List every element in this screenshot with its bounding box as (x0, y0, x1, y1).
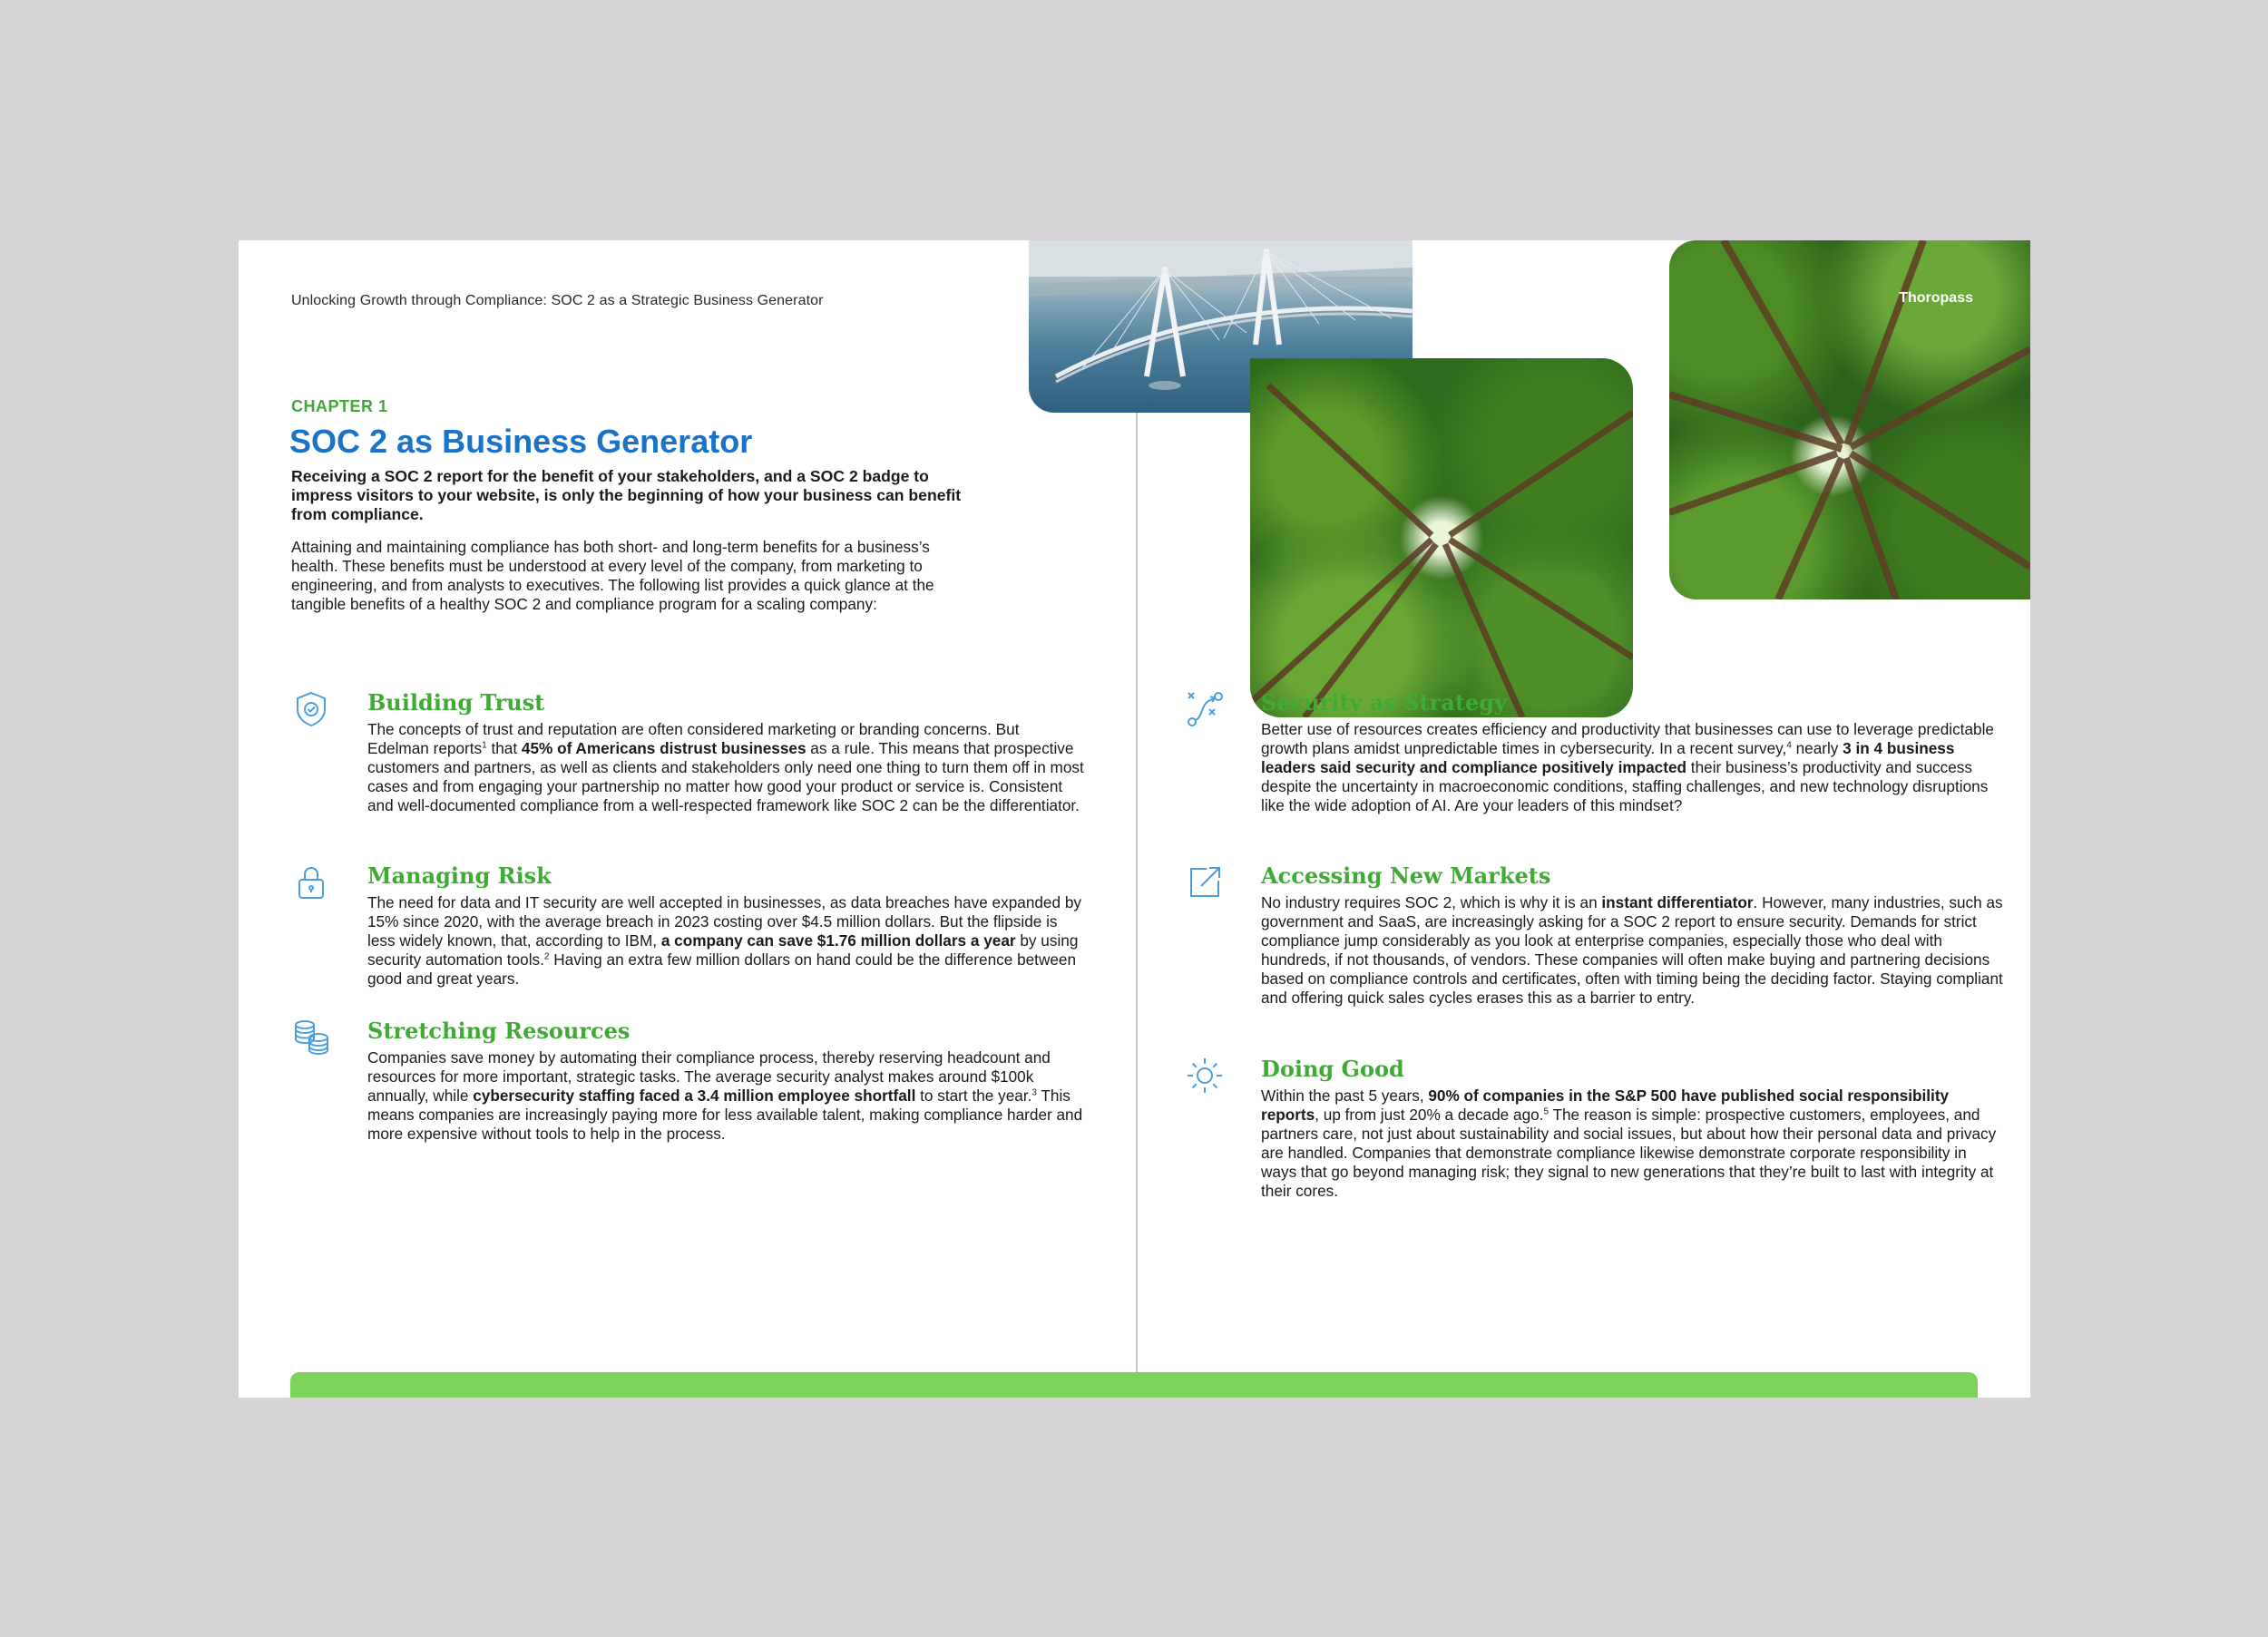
section-title: Managing Risk (367, 862, 552, 889)
coin-stack-icon (291, 1018, 331, 1057)
chapter-label: CHAPTER 1 (291, 397, 388, 415)
section-body: Companies save money by automating their compliance process, thereby reserving headcount and resources for more important, strategic tasks. The average security analyst makes around $100k annually, while cybersecurity staffing faced a 3.4 million employee shortfall to start the year.$^3$ This means companies are increasingly paying more for less available talent, making compliance harder and more expensive without tools to help in the process. (367, 1048, 1083, 1143)
section-title: Doing Good (1261, 1056, 1404, 1082)
section-body: The need for data and IT security are well accepted in businesses, as data breaches have expanded by 15% since 2020, with the average breach in 2023 costing over $4.5 million dollars. But the flipside is less widely known, that, according to IBM, a company can save $1.76 million dollars a year by using security automation tools.$^2$ Having an extra few million dollars on hand could be the difference between good and great years. (367, 893, 1081, 988)
forest-canopy-photo (1669, 240, 2030, 599)
strategy-play-icon (1185, 689, 1225, 729)
section-body: No industry requires SOC 2, which is why it is an instant differentiator. However, many industries, such as government and SaaS, are increasingly asking for a SOC 2 report to ensure security. Demands for strict compliance jump considerably as you look at enterprise companies, especially those who deal with hundreds, if not thousands, of vendors. These companies will often make buying and partnering decisions based on compliance controls and certificates, often with timing being the deciding factor. Staying compliant and offering quick sales cycles erases this as a barrier to entry. (1261, 893, 2003, 1007)
intro-lead: Receiving a SOC 2 report for the benefit of your stakeholders, and a SOC 2 badge to impress visitors to your website, is only the beginning of how your business can benefit from compliance. (291, 467, 962, 523)
section-title: Accessing New Markets (1261, 862, 1551, 889)
footer-bar (290, 1372, 1978, 1398)
section-body: Better use of resources creates efficiency and productivity that businesses can use to leverage predictable growth plans amidst unpredictable times in cybersecurity. In a recent survey,$^4$ nearly 3 in 4 business leaders said security and compliance positively impacted their business’s productivity and success despite the uncertainty in macroeconomic conditions, staffing challenges, and new technology disruptions like the wide adoption of AI. Are your leaders of this mindset? (1261, 720, 1994, 814)
chapter-title: SOC 2 as Business Generator (289, 423, 753, 460)
intro-body: Attaining and maintaining compliance has both short- and long-term benefits for a business’s health. These benefits must be understood at every level of the company, from marketing to engineering, and from analysts to executives. The following list provides a quick glance at the tangible benefits of a healthy SOC 2 and compliance program for a scaling company: (291, 538, 934, 613)
page-fold (1136, 240, 1138, 1398)
sun-icon (1185, 1056, 1225, 1096)
external-arrow-icon (1185, 862, 1225, 902)
section-title: Building Trust (367, 689, 545, 716)
running-header: Unlocking Growth through Compliance: SOC 2 as a Strategic Business Generator (291, 293, 824, 308)
brand-name: Thoropass (1899, 290, 1973, 306)
document-spread (239, 240, 2030, 1398)
section-title: Security as Strategy (1261, 689, 1507, 716)
forest-canopy-photo (1250, 358, 1633, 717)
padlock-icon (291, 862, 331, 902)
shield-check-icon (291, 689, 331, 729)
section-title: Stretching Resources (367, 1018, 631, 1044)
section-body: Within the past 5 years, 90% of companies in the S&P 500 have published social responsibility reports, up from just 20% a decade ago.$^5$ The reason is simple: prospective customers, employees, and partners care, not just about sustainability and social issues, but about how their personal data and privacy are handled. Companies that demonstrate compliance likewise demonstrate corporate responsibility in ways that go beyond managing risk; they signal to new generations that they’re built to last with integrity at their cores. (1261, 1086, 1997, 1200)
section-body: The concepts of trust and reputation are often considered marketing or branding concerns. But Edelman reports$^1$ that 45% of Americans distrust businesses as a rule. This means that prospective customers and partners, as well as clients and stakeholders only need one thing to turn them off in most cases and from engaging your partnership no matter how good your product or service is. Consistent and well-documented compliance from a well-respected framework like SOC 2 can be the differentiator. (367, 720, 1084, 814)
